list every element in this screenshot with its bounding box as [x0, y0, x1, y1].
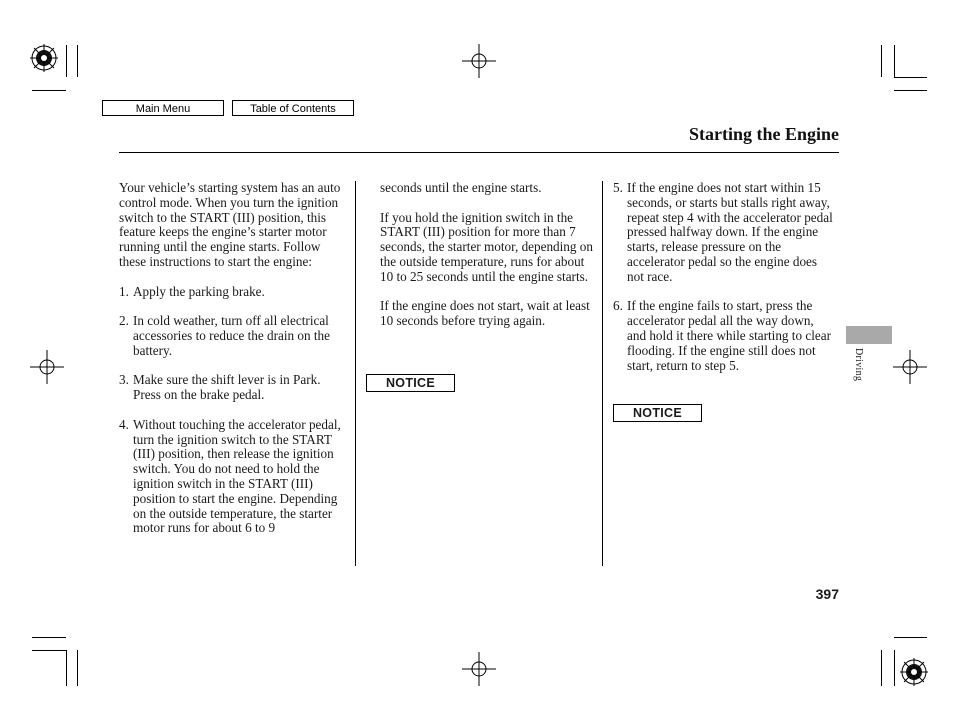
step-text: If the engine does not start within 15 seconds, or starts but stalls right away, repeat step 4 with the accelerator pedal pressed halfway down. If the engine starts, release pressure on the accelerator pedal so the engine does not race. [627, 180, 833, 284]
crop-mark [77, 650, 78, 686]
column-divider [355, 181, 356, 566]
column-2 [380, 181, 594, 344]
crop-mark [894, 45, 895, 77]
starburst-registration-icon [30, 44, 58, 72]
crop-mark [32, 650, 66, 651]
step-number: 2. [119, 313, 129, 329]
list-item [119, 314, 347, 358]
step-number: 5. [613, 180, 623, 195]
registration-crosshair-icon [893, 350, 927, 384]
starburst-registration-icon [900, 658, 928, 686]
paragraph: If you hold the ignition switch in the START (III) position for more than 7 seconds, the starter motor, depending on the outside temperature, runs for about 10 to 25 seconds until the engine starts. [380, 209, 593, 284]
intro-paragraph: Your vehicle’s starting system has an auto control mode. When you turn the ignition switch to the START (III) position, this feature keeps the engine’s starter motor running until the engine starts. Follow these instructions to start the engine: [119, 180, 341, 269]
step-text: Make sure the shift lever is in Park. Press on the brake pedal. [133, 372, 321, 403]
crop-mark [66, 650, 67, 686]
column-1 [119, 181, 347, 536]
step-text: Without touching the accelerator pedal, turn the ignition switch to the START (III) position, then release the ignition switch. You do not need to hold the ignition switch in the START (III) position to start the engine. Depending on the outside temperature, the starter motor runs for about 6 to 9 [133, 416, 341, 536]
crop-mark [894, 637, 927, 638]
main-menu-button[interactable]: Main Menu [102, 100, 224, 116]
column-3 [613, 181, 835, 388]
list-item [119, 373, 347, 403]
section-label: Driving [853, 348, 864, 382]
step-number: 4. [119, 416, 129, 432]
step-text: Apply the parking brake. [133, 283, 265, 299]
list-item [613, 181, 835, 285]
step-text: If the engine fails to start, press the accelerator pedal all the way down, and hold it there while starting to clear flooding. If the engine still does not start, return to step 5. [627, 298, 831, 373]
notice-link[interactable]: NOTICE [366, 374, 455, 392]
list-item [613, 299, 835, 373]
paragraph: If the engine does not start, wait at least 10 seconds before trying again. [380, 298, 590, 329]
page-number: 397 [815, 586, 839, 602]
page-title: Starting the Engine [688, 124, 839, 144]
crop-mark [894, 650, 895, 686]
crop-mark [881, 45, 882, 77]
list-item [119, 418, 347, 536]
crop-mark [32, 637, 66, 638]
title-rule [119, 152, 839, 153]
step-number: 3. [119, 372, 129, 388]
crop-mark [32, 90, 66, 91]
registration-crosshair-icon [30, 350, 64, 384]
crop-mark [77, 45, 78, 77]
crop-mark [881, 650, 882, 686]
table-of-contents-button[interactable]: Table of Contents [232, 100, 354, 116]
registration-crosshair-icon [462, 652, 496, 686]
list-item [119, 285, 347, 300]
crop-mark [66, 45, 67, 77]
continuation-paragraph: seconds until the engine starts. [380, 180, 542, 195]
step-number: 1. [119, 283, 129, 299]
section-tab[interactable] [846, 326, 892, 344]
column-divider [602, 181, 603, 566]
notice-link[interactable]: NOTICE [613, 404, 702, 422]
step-text: In cold weather, turn off all electrical accessories to reduce the drain on the battery. [133, 313, 330, 358]
registration-crosshair-icon [462, 44, 496, 78]
crop-mark [894, 90, 927, 91]
crop-mark [894, 77, 927, 78]
step-number: 6. [613, 298, 623, 314]
